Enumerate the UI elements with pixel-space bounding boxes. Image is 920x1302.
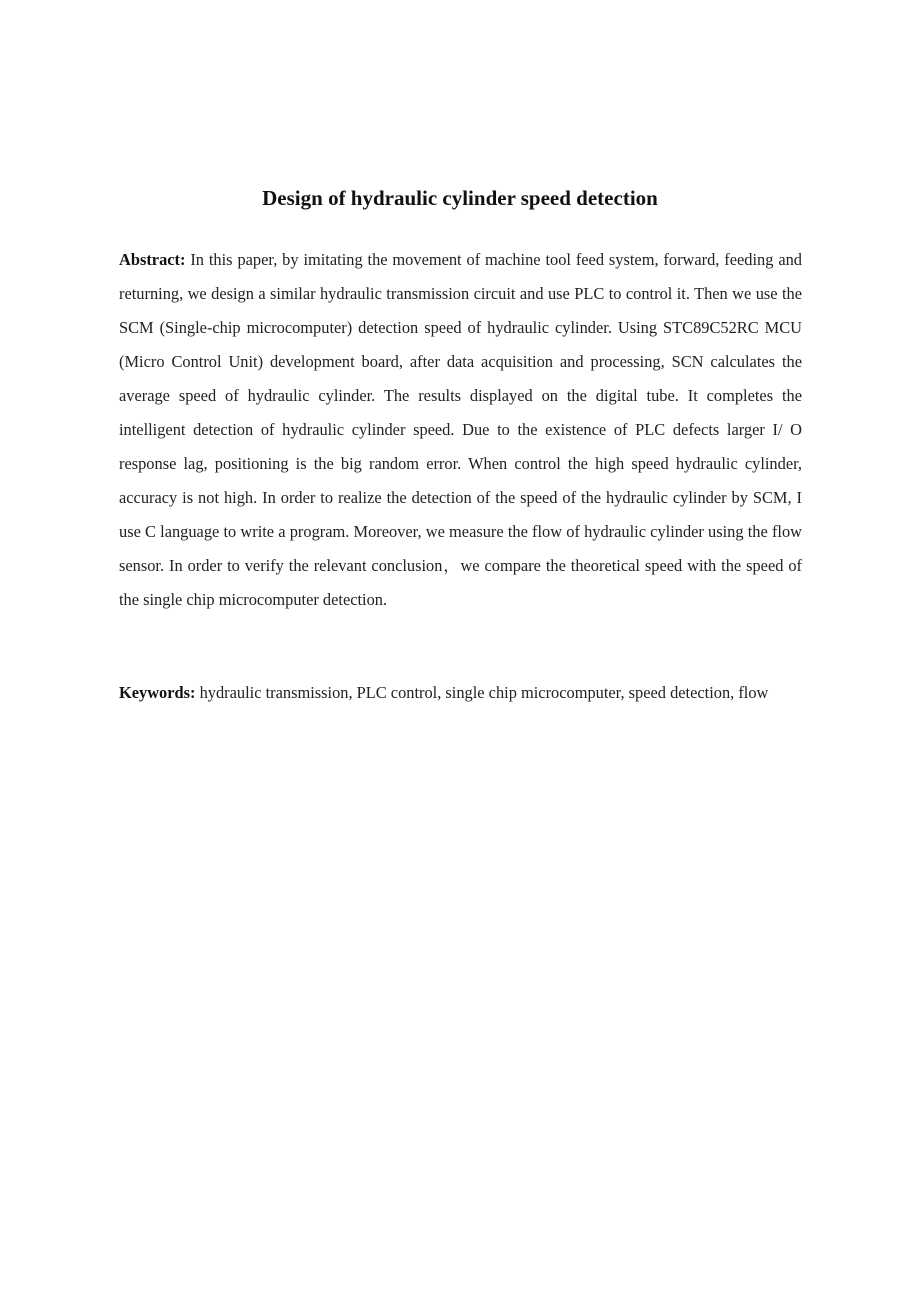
- abstract-label: Abstract:: [119, 250, 186, 269]
- keywords-text: hydraulic transmission, PLC control, single chip microcomputer, speed detection, flow: [199, 683, 769, 702]
- abstract-paragraph: [119, 243, 802, 617]
- paper-title: Design of hydraulic cylinder speed detection: [262, 186, 658, 210]
- keywords-label: Keywords:: [119, 683, 196, 702]
- abstract-text: In this paper, by imitating the movement of machine tool feed system, forward, feeding and returning, we design a similar hydraulic transmission circuit and use PLC to control it. Then we use the SCM (Single-chip microcomputer) detection speed of hydraulic cylinder. Using STC89C52RC MCU (Micro Control Unit) development board, after data acquisition and processing, SCN calculates the average speed of hydraulic cylinder. The results displayed on the digital tube. It completes the intelligent detection of hydraulic cylinder speed. Due to the existence of PLC defects larger I/ O response lag, positioning is the big random error. When control the high speed hydraulic cylinder, accuracy is not high. In order to realize the detection of the speed of the hydraulic cylinder by SCM, I use C language to write a program. Moreover, we measure the flow of hydraulic cylinder using the flow sensor. In order to verify the relevant conclusion，we compare the theoretical speed with the speed of the single chip microcomputer detection.: [119, 250, 802, 609]
- keywords-paragraph: [119, 676, 802, 710]
